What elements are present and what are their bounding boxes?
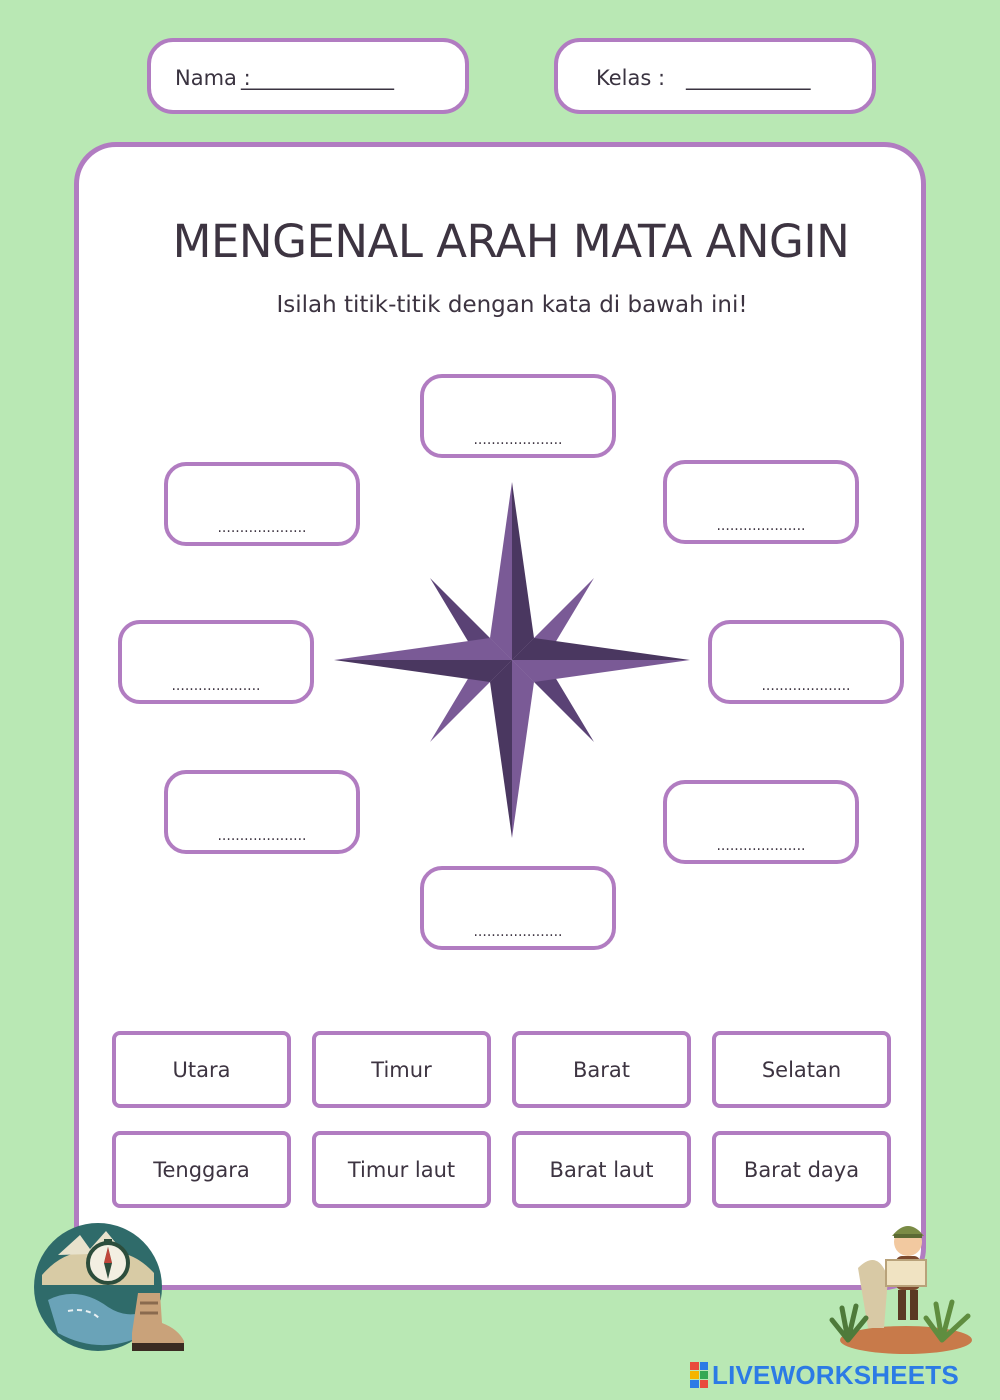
- class-blank: _____________: [686, 66, 810, 90]
- word-chip-barat-daya[interactable]: Barat daya: [712, 1131, 891, 1208]
- name-blank: ________________: [241, 66, 393, 90]
- liveworksheets-logo-icon: [690, 1362, 708, 1388]
- name-field[interactable]: [147, 38, 469, 114]
- worksheet-title: MENGENAL ARAH MATA ANGIN: [172, 215, 850, 268]
- worksheet-instruction: Isilah titik-titik dengan kata di bawah ini!: [276, 292, 748, 318]
- word-chip-utara[interactable]: Utara: [112, 1031, 291, 1108]
- word-chip-barat-laut[interactable]: Barat laut: [512, 1131, 691, 1208]
- word-chip-timur[interactable]: Timur: [312, 1031, 491, 1108]
- liveworksheets-brand: [690, 1360, 959, 1390]
- answer-box-west[interactable]: ....................: [118, 620, 314, 704]
- answer-box-southwest[interactable]: ....................: [164, 770, 360, 854]
- cardinal-points: [334, 482, 690, 838]
- compass-rose-icon: [330, 480, 694, 840]
- answer-box-east[interactable]: ....................: [708, 620, 904, 704]
- answer-box-northwest[interactable]: ....................: [164, 462, 360, 546]
- brand-name: LIVEWORKSHEETS: [712, 1359, 959, 1390]
- class-label: Kelas :: [596, 66, 666, 90]
- hiking-boot-icon: [132, 1293, 184, 1351]
- answer-box-north[interactable]: ....................: [420, 374, 616, 458]
- explorer-kid-icon: [828, 1208, 978, 1358]
- word-chip-tenggara[interactable]: Tenggara: [112, 1131, 291, 1208]
- word-chip-barat[interactable]: Barat: [512, 1031, 691, 1108]
- answer-box-northeast[interactable]: ....................: [663, 460, 859, 544]
- class-field[interactable]: [554, 38, 876, 114]
- word-chip-selatan[interactable]: Selatan: [712, 1031, 891, 1108]
- name-label: Nama :: [175, 66, 251, 90]
- answer-box-south[interactable]: ....................: [420, 866, 616, 950]
- map-globe-icon: [28, 1215, 193, 1360]
- answer-box-southeast[interactable]: ....................: [663, 780, 859, 864]
- word-chip-timur-laut[interactable]: Timur laut: [312, 1131, 491, 1208]
